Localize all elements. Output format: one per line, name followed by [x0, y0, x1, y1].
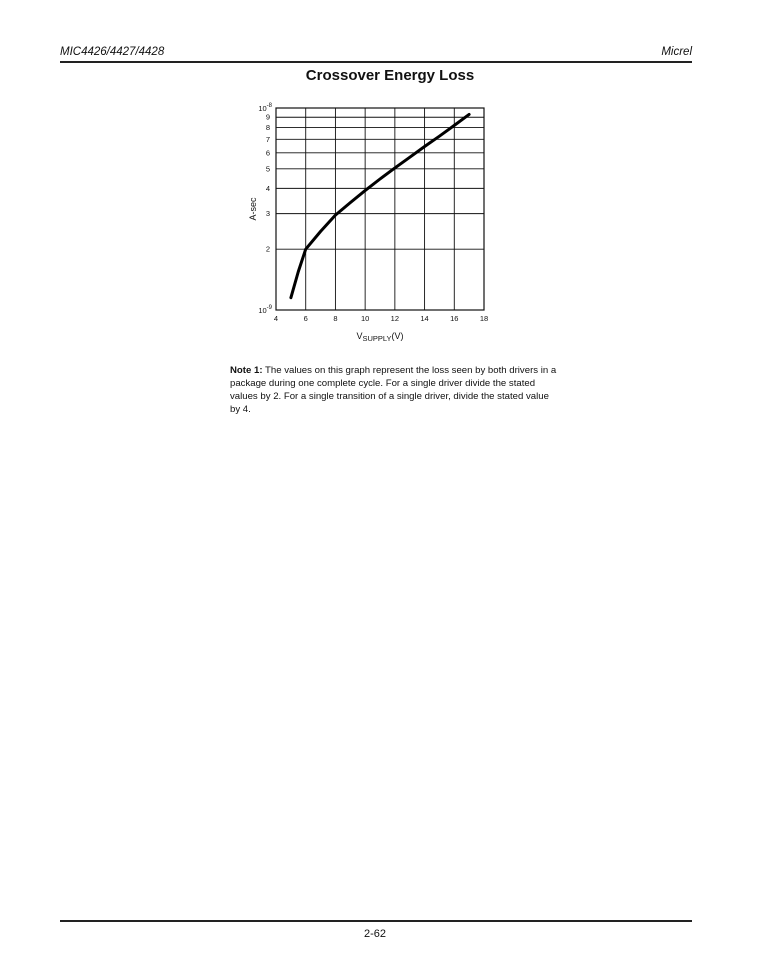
header-company: Micrel: [661, 46, 692, 58]
x-tick-label: 14: [420, 314, 429, 323]
header-part-numbers: MIC4426/4427/4428: [60, 46, 165, 58]
y-top-label: [258, 103, 272, 113]
x-tick-label: 18: [479, 314, 489, 323]
x-tick-label: 16: [450, 314, 459, 323]
chart-series: [291, 114, 469, 298]
y-tick-label: 2: [265, 244, 270, 254]
chart-ticks: [266, 113, 488, 323]
y-tick-label: 7: [265, 134, 270, 144]
y-tick-label: 5: [265, 164, 270, 174]
y-tick-label: 8: [265, 123, 270, 133]
y-tick-label: 6: [265, 148, 270, 158]
y-bottom-label: [258, 305, 272, 315]
page-number: 2-62: [363, 928, 387, 940]
y-bottom-label-exp: -9: [266, 305, 272, 311]
plot-frame: [276, 108, 484, 310]
y-top-label-base: 10: [258, 104, 267, 113]
x-axis-label: [356, 331, 403, 343]
x-axis-label-unit: (V): [391, 331, 404, 341]
x-axis-label-main: V: [356, 331, 363, 341]
chart-area: [0, 0, 758, 360]
y-tick-label: 9: [265, 112, 270, 122]
x-tick-label: 8: [333, 314, 338, 323]
y-tick-label: 3: [265, 209, 270, 219]
x-axis-label-sub: SUPPLY: [362, 334, 392, 343]
y-axis-label: A-sec: [248, 197, 258, 221]
footer-rule: [60, 920, 692, 922]
y-bottom-label-base: 10: [258, 306, 267, 315]
x-tick-label: 4: [273, 314, 279, 323]
y-tick-label: 4: [265, 183, 270, 193]
chart-title: Crossover Energy Loss: [305, 67, 475, 84]
x-tick-label: 10: [360, 314, 370, 323]
y-top-label-exp: -8: [266, 103, 272, 109]
note-label: Note 1:: [230, 365, 263, 376]
x-tick-label: 6: [303, 314, 308, 323]
chart-grid: [276, 108, 484, 310]
x-tick-label: 12: [390, 314, 400, 323]
series-line: [291, 114, 469, 297]
note-paragraph: [230, 364, 560, 416]
note-text: The values on this graph represent the loss seen by both drivers in a package during one complete cycle. For a single driver divide the stated values by 2. For a single transition of a single driver, divide the stated value by 4.: [230, 365, 557, 415]
